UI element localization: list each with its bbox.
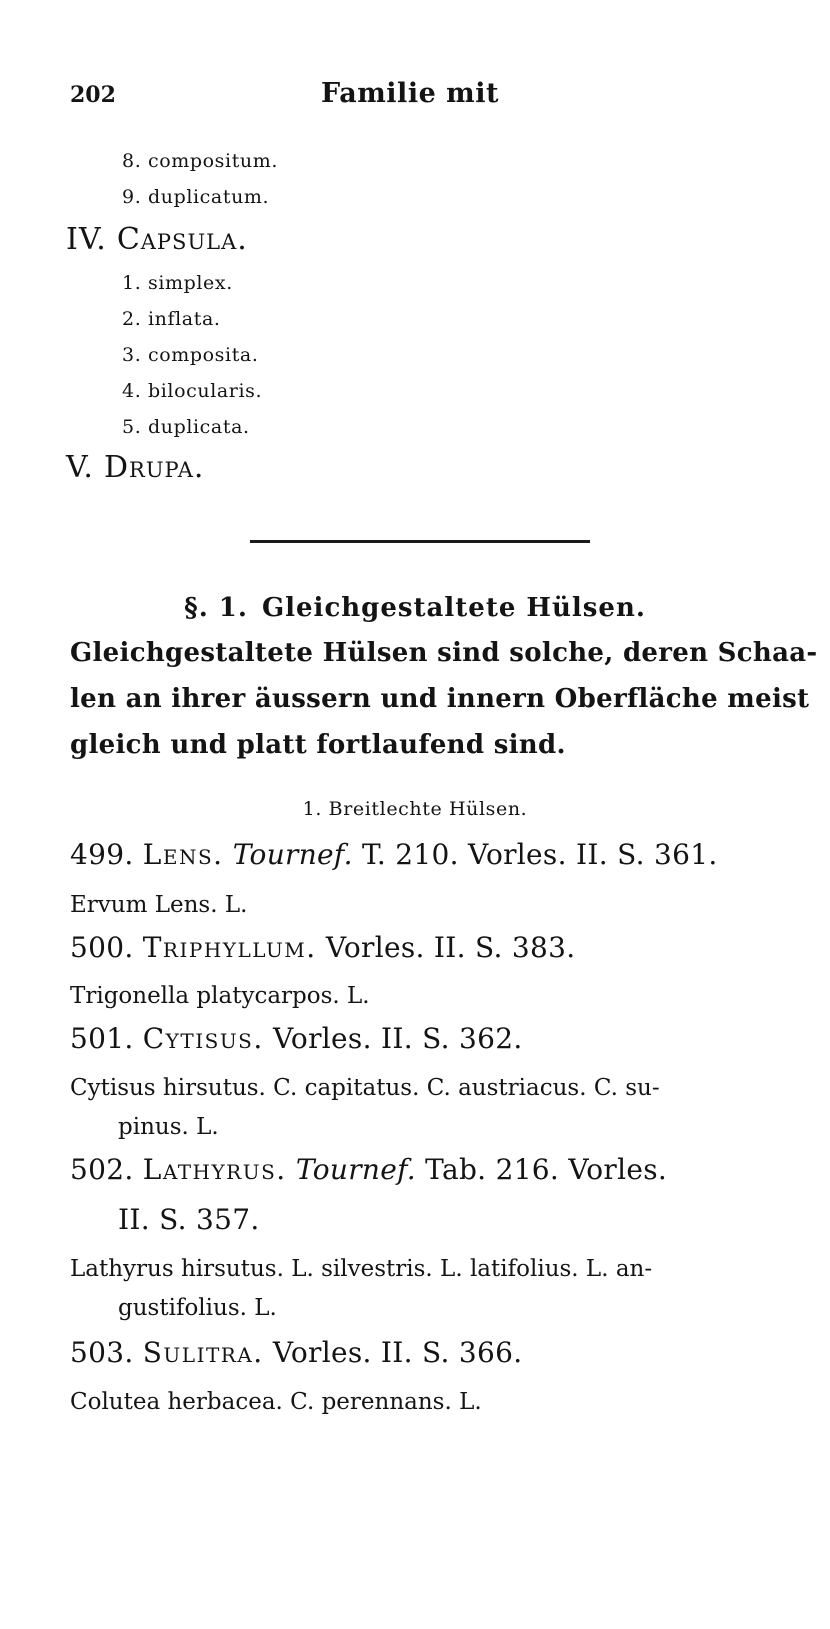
class-name: Drupa. bbox=[103, 450, 205, 485]
section-heading bbox=[0, 593, 830, 623]
reference: Vorles. II. S. 362. bbox=[272, 1022, 523, 1055]
entry-number: 501. bbox=[70, 1022, 134, 1055]
section-divider bbox=[250, 540, 590, 543]
list-item: 9. duplicatum. bbox=[122, 186, 270, 208]
reference: T. 210. Vorles. II. S. 361. bbox=[362, 838, 718, 871]
species-line: Lathyrus hirsutus. L. silvestris. L. latifolius. L. an- bbox=[70, 1256, 653, 1282]
list-item: 4. bilocularis. bbox=[122, 380, 263, 402]
list-item: 8. compositum. bbox=[122, 150, 279, 172]
entry-number: 502. bbox=[70, 1153, 134, 1186]
list-item: 2. inflata. bbox=[122, 308, 221, 330]
genus-entry bbox=[70, 1336, 522, 1369]
reference-continuation: II. S. 357. bbox=[118, 1203, 260, 1236]
genus-entry bbox=[70, 1022, 523, 1055]
genus-name: Triphyllum. bbox=[142, 931, 317, 964]
entry-number: 500. bbox=[70, 931, 134, 964]
page-header bbox=[70, 78, 750, 118]
paragraph-line: gleich und platt fortlaufend sind. bbox=[70, 730, 566, 760]
paragraph-line: len an ihrer äussern und innern Oberfläche meist bbox=[70, 684, 810, 714]
entry-number: 503. bbox=[70, 1336, 134, 1369]
reference: Vorles. II. S. 383. bbox=[325, 931, 576, 964]
species-line: Colutea herbacea. C. perennans. L. bbox=[70, 1389, 482, 1415]
authority: Tournef. bbox=[232, 838, 353, 871]
list-item: 3. composita. bbox=[122, 344, 259, 366]
species-line: Ervum Lens. L. bbox=[70, 892, 248, 918]
paragraph-line: Gleichgestaltete Hülsen sind solche, deren Schaa- bbox=[70, 638, 818, 668]
class-numeral: V. bbox=[66, 450, 94, 485]
species-line: Cytisus hirsutus. C. capitatus. C. austriacus. C. su- bbox=[70, 1075, 660, 1101]
genus-entry bbox=[70, 1153, 667, 1186]
entry-number: 499. bbox=[70, 838, 134, 871]
page-number: 202 bbox=[70, 82, 116, 108]
genus-name: Lathyrus. bbox=[142, 1153, 287, 1186]
class-numeral: IV. bbox=[66, 222, 107, 257]
genus-name: Sulitra. bbox=[142, 1336, 264, 1369]
authority: Tournef. bbox=[295, 1153, 416, 1186]
genus-entry bbox=[70, 838, 718, 871]
list-item: 1. simplex. bbox=[122, 272, 233, 294]
genus-entry bbox=[70, 931, 575, 964]
species-line: pinus. L. bbox=[118, 1114, 219, 1140]
section-symbol: §. 1. bbox=[184, 593, 248, 623]
section-title: Gleichgestaltete Hülsen. bbox=[261, 593, 646, 623]
genus-name: Cytisus. bbox=[142, 1022, 264, 1055]
class-heading-iv bbox=[66, 222, 248, 257]
genus-name: Lens. bbox=[142, 838, 224, 871]
species-line: gustifolius. L. bbox=[118, 1295, 277, 1321]
reference: Tab. 216. Vorles. bbox=[425, 1153, 668, 1186]
class-heading-v bbox=[66, 450, 204, 485]
reference: Vorles. II. S. 366. bbox=[272, 1336, 523, 1369]
group-heading: 1. Breitlechte Hülsen. bbox=[302, 798, 528, 820]
class-name: Capsula. bbox=[116, 222, 248, 257]
running-head: Familie mit bbox=[321, 78, 499, 109]
list-item: 5. duplicata. bbox=[122, 416, 250, 438]
species-line: Trigonella platycarpos. L. bbox=[70, 983, 370, 1009]
